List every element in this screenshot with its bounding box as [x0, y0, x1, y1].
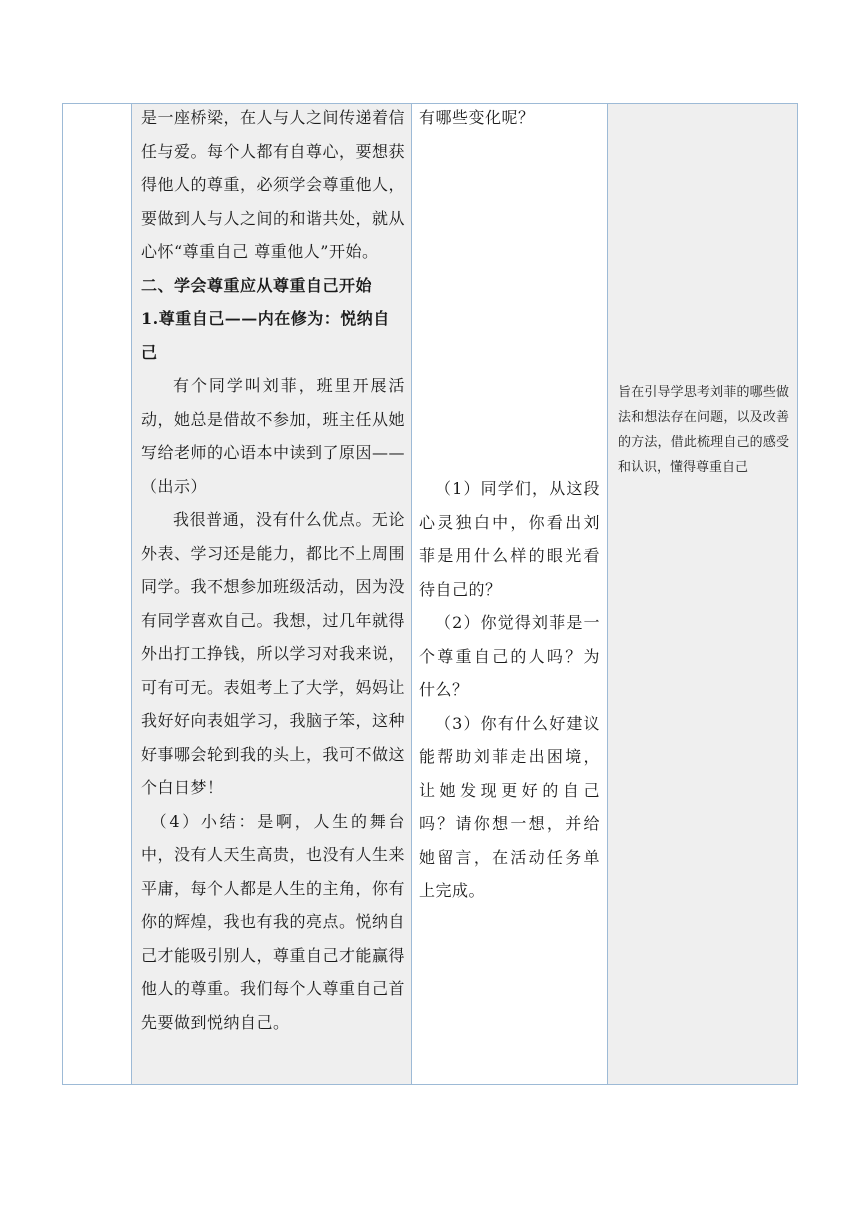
teaching-content-column: [132, 104, 412, 1084]
question-1: （1）同学们，从这段心灵独白中，你看出刘菲是用什么样的眼光看待自己的？: [419, 479, 600, 599]
question-2: （2）你觉得刘菲是一个尊重自己的人吗？为什么？: [419, 613, 600, 699]
subsection-heading: 1.尊重自己——内在修为：悦纳自己: [141, 309, 390, 362]
story-paragraph: 有个同学叫刘菲，班里开展活动，她总是借故不参加，班主任从她写给老师的心语本中读到了原因——（出示）: [141, 376, 406, 496]
activity-continuation: 有哪些变化呢？: [419, 108, 535, 127]
summary-paragraph: （4）小结：是啊，人生的舞台中，没有人天生高贵，也没有人生来平庸，每个人都是人生的主角，你有你的辉煌，我也有我的亮点。悦纳自己才能吸引别人，尊重自己才能赢得他人的尊重。我们每个人尊重自己首先要做到悦纳自己。: [141, 811, 406, 1032]
question-3: （3）你有什么好建议能帮助刘菲走出困境，让她发现更好的自己吗？请你想一想，并给她留言，在活动任务单上完成。: [419, 713, 600, 900]
section-heading: 二、学会尊重应从尊重自己开始: [141, 275, 373, 295]
intro-paragraph: 是一座桥梁，在人与人之间传递着信任与爱。每个人都有自尊心，要想获得他人的尊重，必须学会尊重他人，要做到人与人之间的和谐共处，就从心怀“尊重自己 尊重他人”开始。: [141, 108, 406, 261]
design-intent-note: 旨在引导学思考刘菲的哪些做法和想法存在问题，以及改善的方法，借此梳理自己的感受和认识，懂得尊重自己: [618, 385, 789, 475]
student-activity-column: [412, 104, 608, 1084]
lesson-plan-table: [62, 103, 798, 1085]
activity-top: [419, 101, 600, 135]
design-intent: [618, 380, 789, 480]
activity-questions: [419, 472, 600, 908]
design-intent-column: [608, 104, 797, 1084]
quote-paragraph: 我很普通，没有什么优点。无论外表、学习还是能力，都比不上周围同学。我不想参加班级活动，因为没有同学喜欢自己。我想，过几年就得外出打工挣钱，所以学习对我来说，可有可无。表姐考上了大学，妈妈让我好好向表姐学习，我脑子笨，这种好事哪会轮到我的头上，我可不做这个白日梦！: [141, 510, 406, 797]
teaching-content: [141, 101, 405, 1039]
stage-column: [63, 104, 132, 1084]
